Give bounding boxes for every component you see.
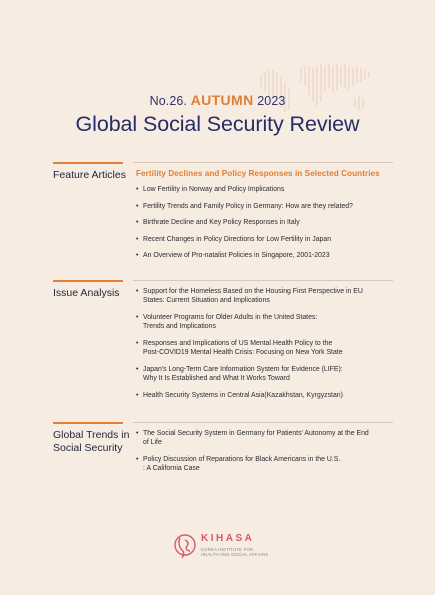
list-item (136, 339, 394, 358)
section-content (136, 169, 394, 268)
section-label-line: Social Security (53, 442, 123, 454)
list-item-line: Trends and Implications (143, 323, 216, 331)
section-accent-rule (53, 422, 123, 424)
list-item-line: Why It Is Established and What It Works Toward (143, 374, 290, 382)
list-item (136, 455, 394, 474)
section-label: Issue Analysis (53, 287, 120, 299)
section-divider (133, 280, 393, 281)
list-item-line: Volunteer Programs for Older Adults in the United States: (143, 313, 318, 321)
section-accent-rule (53, 162, 123, 164)
kihasa-logo (173, 532, 293, 562)
logo-subtitle-line: KOREA INSTITUTE FOR (201, 547, 254, 552)
list-item-line: : A California Case (143, 465, 200, 473)
issue-season: AUTUMN (190, 92, 254, 108)
kihasa-emblem-icon (173, 532, 197, 562)
section-divider (133, 162, 393, 163)
logo-name: KIHASA (201, 533, 255, 544)
article-list (136, 429, 394, 473)
list-item-line: Health Security Systems in Central Asia(Kazakhstan, Kyrgyzstan) (143, 391, 343, 399)
list-item (136, 313, 394, 332)
list-item-line: Support for the Homeless Based on the Housing First Perspective in EU (143, 288, 363, 295)
section-accent-rule (53, 280, 123, 282)
issue-line (0, 92, 435, 108)
section-divider (133, 422, 393, 423)
list-item-line: Post-COVID19 Mental Health Crisis: Focusing on New York State (143, 349, 343, 357)
issue-year: 2023 (257, 94, 286, 108)
article-list (136, 287, 394, 400)
page-title: Global Social Security Review (75, 112, 360, 136)
section-subhead: Fertility Declines and Policy Responses in Selected Countries (136, 169, 380, 178)
list-item (136, 391, 394, 400)
list-item: • Fertility Trends and Family Policy in Germany: How are they related? (136, 202, 394, 211)
list-item: • Birthrate Decline and Key Policy Responses in Italy (136, 218, 394, 227)
list-item: • Recent Changes in Policy Directions for Low Fertility in Japan (136, 235, 394, 244)
article-list (136, 185, 394, 261)
list-item: • An Overview of Pro-natalist Policies in Singapore, 2001-2023 (136, 251, 394, 260)
section-content (136, 287, 394, 407)
list-item-line: States: Current Situation and Implications (143, 297, 270, 305)
list-item (136, 429, 394, 448)
section-label-line: Global Trends in (53, 429, 130, 441)
section-content (136, 429, 394, 481)
list-item (136, 365, 394, 384)
list-item-line: Japan's Long-Term Care Information System for Evidence (LIFE): (143, 365, 343, 373)
logo-subtitle-line: HEALTH AND SOCIAL AFFAIRS (201, 552, 269, 557)
logo-subtitle (201, 547, 291, 557)
list-item-line: Responses and Implications of US Mental Health Policy to the (143, 339, 333, 347)
list-item-line: Policy Discussion of Reparations for Black Americans in the U.S. (143, 455, 341, 463)
issue-number: No.26. (149, 94, 187, 108)
list-item (136, 287, 394, 306)
list-item-line: of Life (143, 439, 162, 447)
section-label: Feature Articles (53, 169, 126, 181)
list-item: • Low Fertility in Norway and Policy Implications (136, 185, 394, 194)
section-label (53, 429, 131, 455)
list-item-line: The Social Security System in Germany for Patients' Autonomy at the End (143, 430, 369, 437)
